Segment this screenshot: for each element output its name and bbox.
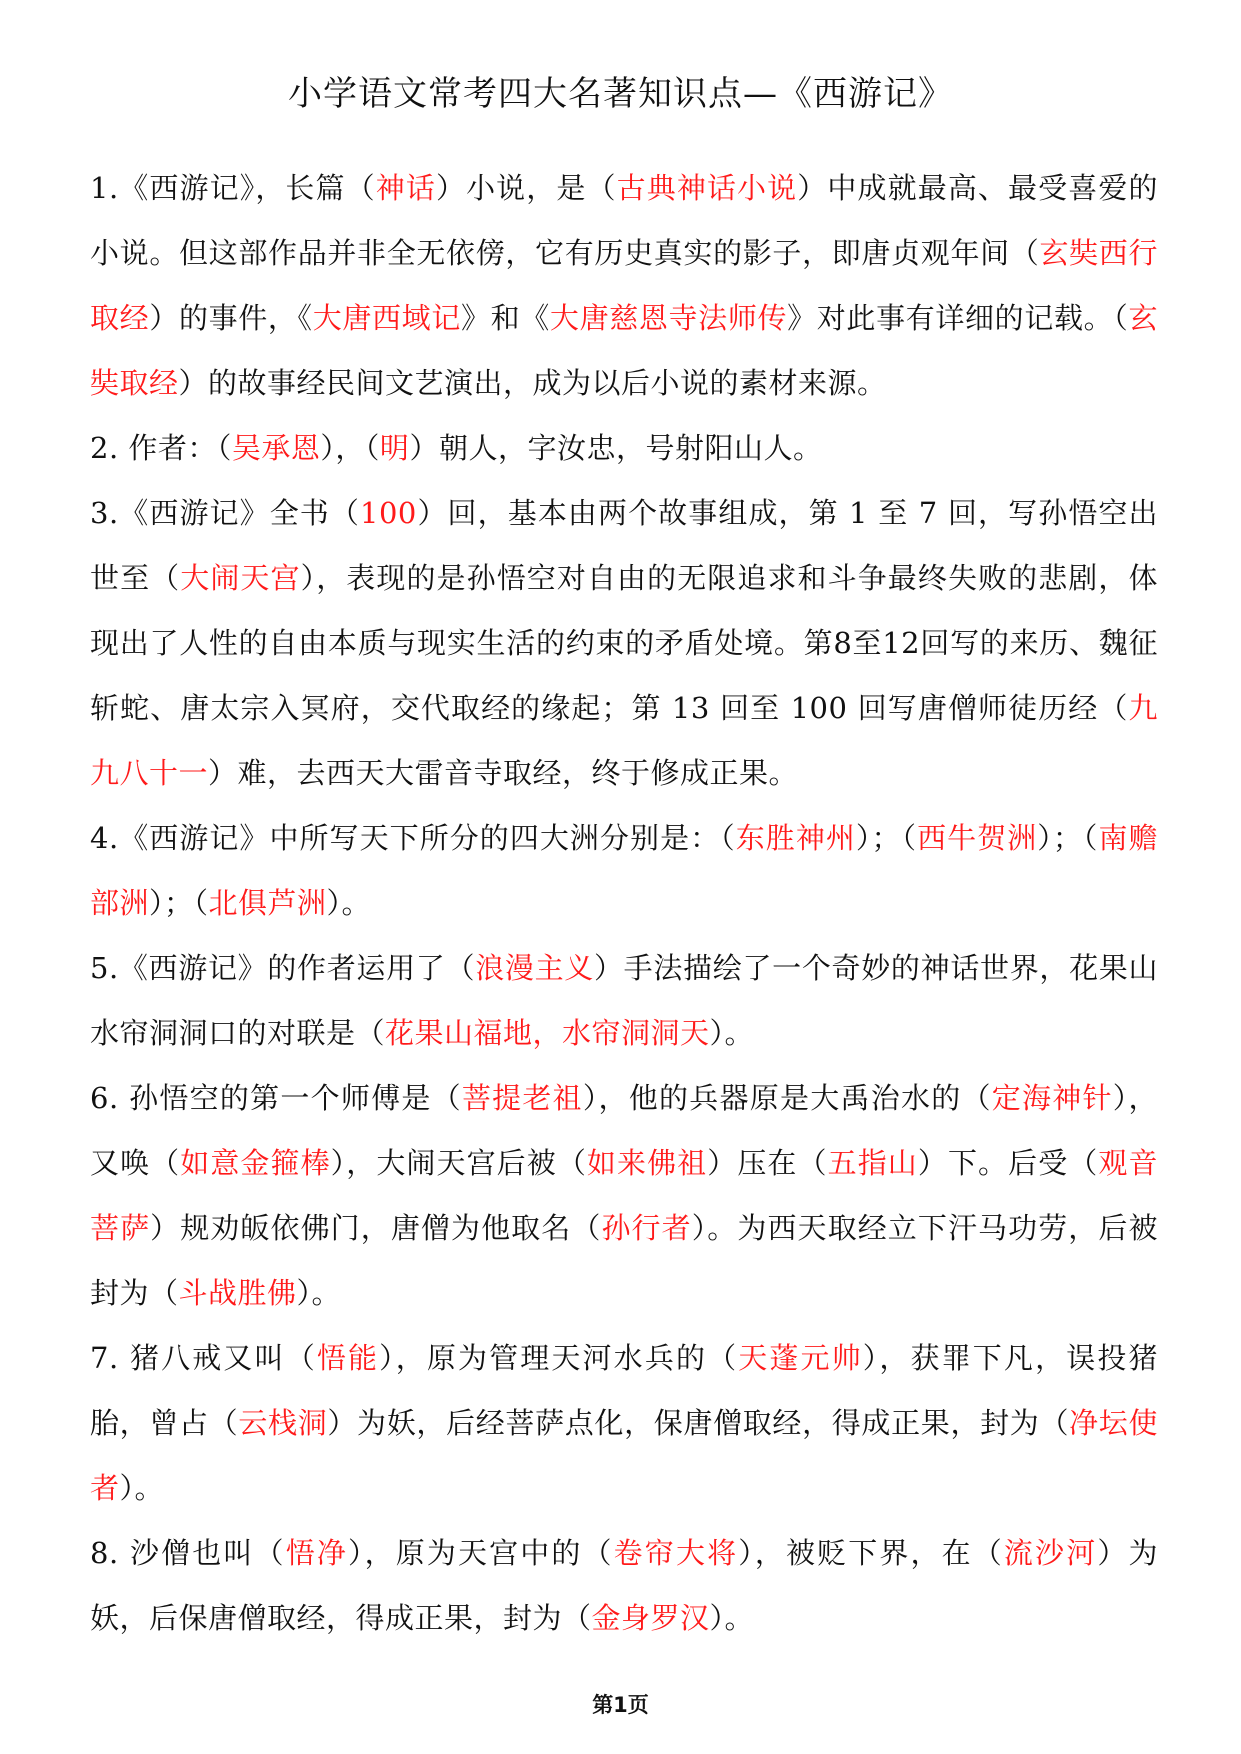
paragraph-4 — [90, 806, 1158, 936]
paragraph-text: ）；（ — [855, 821, 918, 855]
paragraph-text: ）中成就最高、最受喜爱的小说。但这部作品并非全无依傍，它有历史真实的影子，即唐贞观年间（ — [90, 171, 1158, 270]
answer-highlight: 大唐西域记 — [312, 301, 461, 335]
paragraph-6 — [90, 1066, 1158, 1326]
paragraph-2 — [90, 416, 1158, 481]
answer-highlight: 吴承恩 — [231, 431, 321, 465]
paragraph-8 — [90, 1521, 1158, 1651]
answer-highlight: 100 — [360, 496, 417, 530]
answer-highlight: 净坛使者 — [90, 1406, 1158, 1505]
answer-highlight: 观音菩萨 — [90, 1146, 1158, 1245]
paragraph-text: 1.《西游记》，长篇（ — [90, 171, 376, 205]
answer-highlight: 卷帘大将 — [613, 1536, 739, 1570]
paragraph-text: ）为妖，后经菩萨点化，保唐僧取经，得成正果，封为（ — [327, 1406, 1070, 1440]
answer-highlight: 古典神话小说 — [616, 171, 798, 205]
paragraph-text: ），（ — [320, 431, 380, 465]
page-number: 第1页 — [592, 1693, 649, 1717]
answer-highlight: 如意金箍棒 — [180, 1146, 331, 1180]
paragraph-text: ）压在（ — [707, 1146, 828, 1180]
paragraph-text: 7. 猪八戒又叫（ — [90, 1341, 317, 1375]
answer-highlight: 大闹天宫 — [180, 561, 301, 595]
paragraph-text: 2. 作者：（ — [90, 431, 232, 465]
paragraph-1 — [90, 156, 1158, 416]
answer-highlight: 九九八十一 — [90, 691, 1158, 790]
page-title: 小学语文常考四大名著知识点—《西游记》 — [288, 74, 953, 114]
paragraph-text: ）。 — [296, 1276, 342, 1310]
answer-highlight: 菩提老祖 — [461, 1081, 583, 1115]
paragraph-5 — [90, 936, 1158, 1066]
answer-highlight: 大唐慈恩寺法师传 — [549, 301, 788, 335]
paragraph-text: 3.《西游记》全书（ — [90, 496, 360, 530]
answer-highlight: 花果山福地，水帘洞洞天 — [385, 1016, 710, 1050]
paragraph-3 — [90, 481, 1158, 806]
answer-highlight: 南赡部洲 — [90, 821, 1158, 920]
answer-highlight: 神话 — [375, 171, 436, 205]
paragraph-text: ）规劝皈依佛门，唐僧为他取名（ — [150, 1211, 602, 1245]
paragraph-text: ），他的兵器原是大禹治水的（ — [582, 1081, 992, 1115]
paragraph-text: ）。 — [709, 1016, 755, 1050]
paragraph-7 — [90, 1326, 1158, 1521]
paragraph-text: 6. 孙悟空的第一个师傅是（ — [90, 1081, 462, 1115]
paragraph-text: 4.《西游记》中所写天下所分的四大洲分别是：（ — [90, 821, 736, 855]
paragraph-text: ）手法描绘了一个奇妙的神话世界，花果山水帘洞洞口的对联是（ — [90, 951, 1158, 1050]
answer-highlight: 天蓬元帅 — [738, 1341, 863, 1375]
paragraph-text: ）的故事经民间文艺演出，成为以后小说的素材来源。 — [178, 366, 887, 400]
answer-highlight: 五指山 — [827, 1146, 918, 1180]
answer-highlight: 云栈洞 — [238, 1406, 328, 1440]
paragraph-text: ）回，基本由两个故事组成，第 1 至 7 回，写孙悟空出世至（ — [90, 496, 1159, 595]
answer-highlight: 定海神针 — [991, 1081, 1113, 1115]
paragraph-text: ）。为西天取经立下汗马功劳，后被封为（ — [90, 1211, 1158, 1310]
answer-highlight: 北俱芦洲 — [208, 886, 327, 920]
answer-highlight: 悟净 — [285, 1536, 348, 1570]
paragraph-text: ）；（ — [1037, 821, 1099, 855]
paragraph-text: ）。 — [119, 1471, 165, 1505]
answer-highlight: 悟能 — [316, 1341, 380, 1375]
paragraph-text: 》对此事有详细的记载。（ — [787, 301, 1129, 335]
answer-highlight: 玄奘取经 — [90, 301, 1158, 400]
paragraph-text: ）朝人，字汝忠，号射阳山人。 — [409, 431, 823, 465]
answer-highlight: 明 — [379, 431, 410, 465]
paragraph-text: ），被贬下界，在（ — [738, 1536, 1004, 1570]
answer-highlight: 斗战胜佛 — [178, 1276, 297, 1310]
paragraph-text: ），原为天宫中的（ — [347, 1536, 614, 1570]
answer-highlight: 东胜神州 — [735, 821, 856, 855]
paragraph-text: 8. 沙僧也叫（ — [90, 1536, 286, 1570]
paragraph-text: ）下。后受（ — [917, 1146, 1099, 1180]
answer-highlight: 玄奘西行取经 — [90, 236, 1158, 335]
answer-highlight: 西牛贺洲 — [917, 821, 1038, 855]
paragraph-text: 5.《西游记》的作者运用了（ — [90, 951, 476, 985]
paragraph-text: ）；（ — [149, 886, 209, 920]
paragraph-text: ）小说，是（ — [435, 171, 617, 205]
paragraph-text: ），原为管理天河水兵的（ — [379, 1341, 739, 1375]
paragraph-text: ）的事件，《 — [149, 301, 313, 335]
paragraph-text: ）。 — [709, 1601, 755, 1635]
paragraph-text: ），又唤（ — [90, 1081, 1158, 1180]
paragraph-text: ），表现的是孙悟空对自由的无限追求和斗争最终失败的悲剧，体现出了人性的自由本质与现实生活的约束的矛盾处境。第8至12回写的来历、魏征斩蛇、唐太宗入冥府，交代取经的缘起；第 13 回至 100 回写唐僧师徒历经（ — [90, 561, 1158, 725]
answer-highlight: 流沙河 — [1003, 1536, 1098, 1570]
answer-highlight: 金身罗汉 — [591, 1601, 710, 1635]
answer-highlight: 浪漫主义 — [475, 951, 594, 985]
answer-highlight: 如来佛祖 — [586, 1146, 708, 1180]
answer-highlight: 孙行者 — [601, 1211, 692, 1245]
paragraph-text: ），大闹天宫后被（ — [330, 1146, 587, 1180]
paragraph-text: ）。 — [326, 886, 372, 920]
paragraph-text: ），获罪下凡，误投猪胎，曾占（ — [90, 1341, 1158, 1440]
document-body — [90, 156, 1158, 1651]
paragraph-text: ）难，去西天大雷音寺取经，终于修成正果。 — [208, 756, 799, 790]
paragraph-text: ）为妖，后保唐僧取经，得成正果，封为（ — [90, 1536, 1158, 1635]
paragraph-text: 》和《 — [460, 301, 550, 335]
